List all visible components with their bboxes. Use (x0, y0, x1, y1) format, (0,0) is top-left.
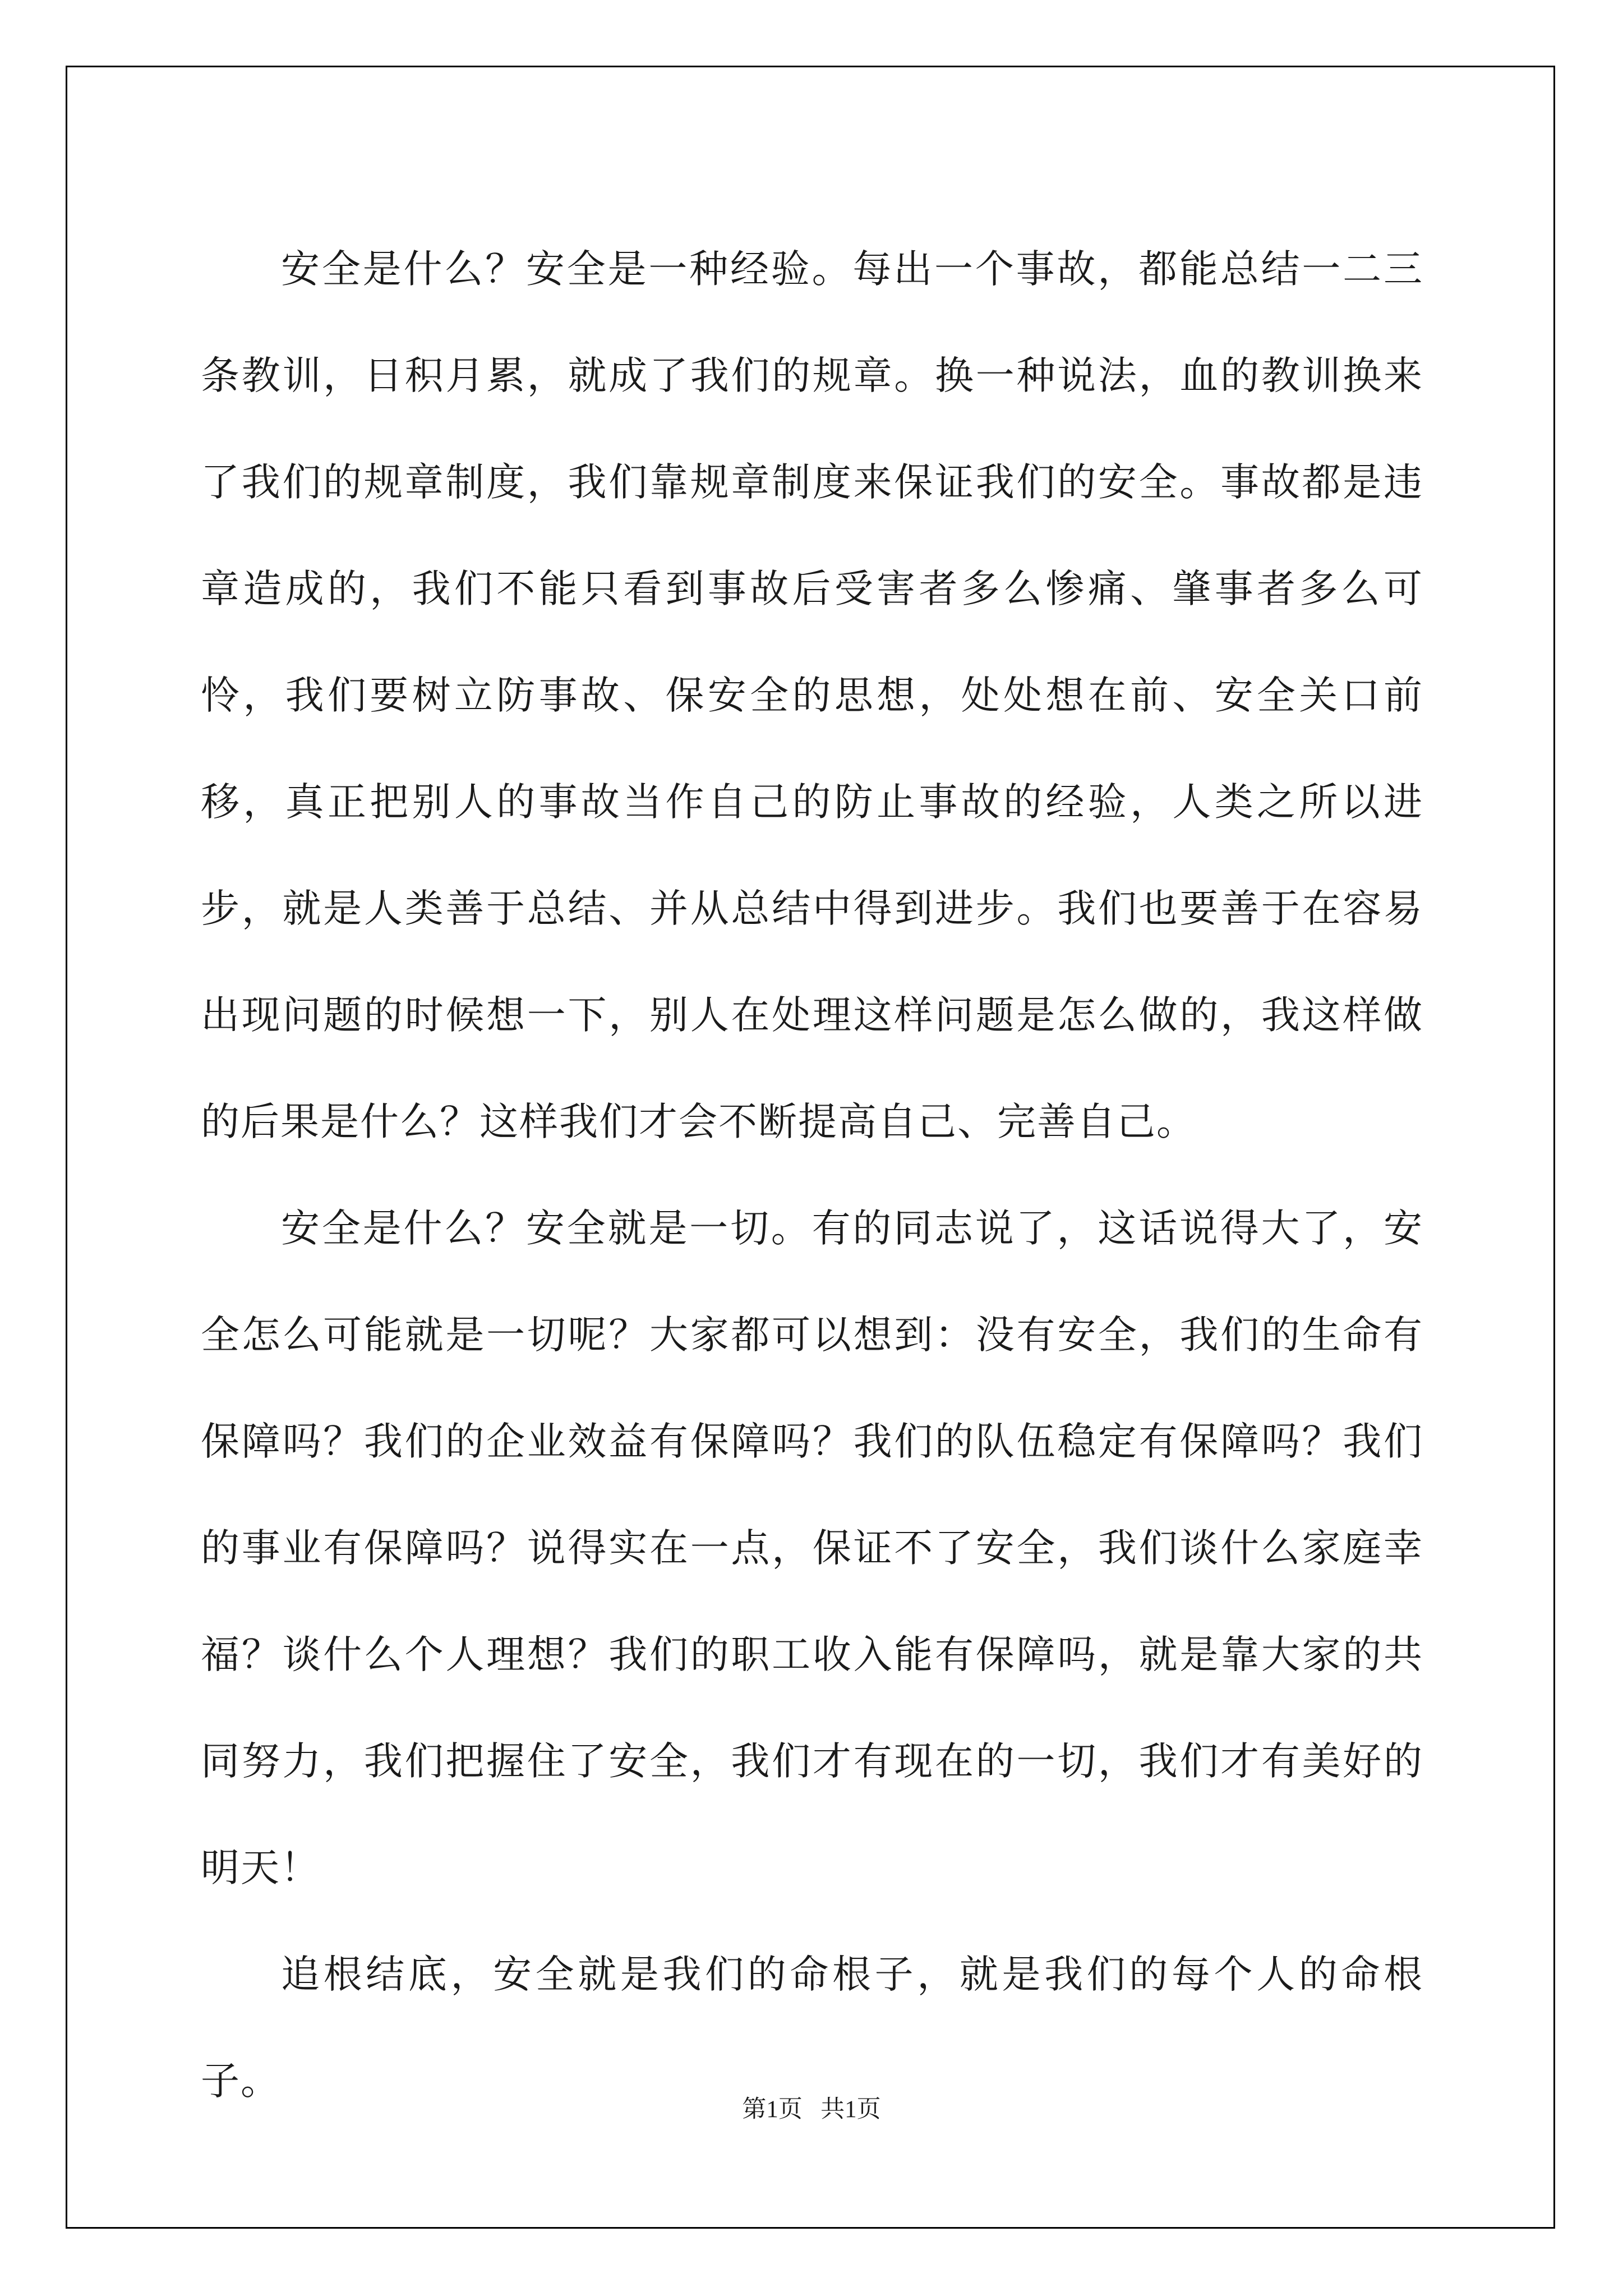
page-total: 共1页 (820, 2096, 881, 2123)
document-body (201, 216, 1423, 2134)
paragraph-3: 追根结底，安全就是我们的命根子，就是我们的每个人的命根子。 (201, 1952, 1423, 2104)
page-footer (0, 2090, 1623, 2124)
paragraph-1: 安全是什么？安全是一种经验。每出一个事故，都能总结一二三条教训，日积月累，就成了我们的规章。换一种说法，血的教训换来了我们的规章制度，我们靠规章制度来保证我们的安全。事故都是违章造成的，我们不能只看到事故后受害者多么惨痛、肇事者多么可怜，我们要树立防事故、保安全的思想，处处想在前、安全关口前移，真正把别人的事故当作自己的防止事故的经验，人类之所以进步，就是人类善于总结、并从总结中得到进步。我们也要善于在容易出现问题的时候想一下，别人在处理这样问题是怎么做的，我这样做的后果是什么？这样我们才会不断提高自己、完善自己。 (201, 247, 1423, 1144)
paragraph-2: 安全是什么？安全就是一切。有的同志说了，这话说得大了，安全怎么可能就是一切呢？大家都可以想到：没有安全，我们的生命有保障吗？我们的企业效益有保障吗？我们的队伍稳定有保障吗？我们的事业有保障吗？说得实在一点，保证不了安全，我们谈什么家庭幸福？谈什么个人理想？我们的职工收入能有保障吗，就是靠大家的共同努力，我们把握住了安全，我们才有现在的一切，我们才有美好的明天！ (201, 1206, 1423, 1890)
page-number: 第1页 (742, 2096, 803, 2123)
